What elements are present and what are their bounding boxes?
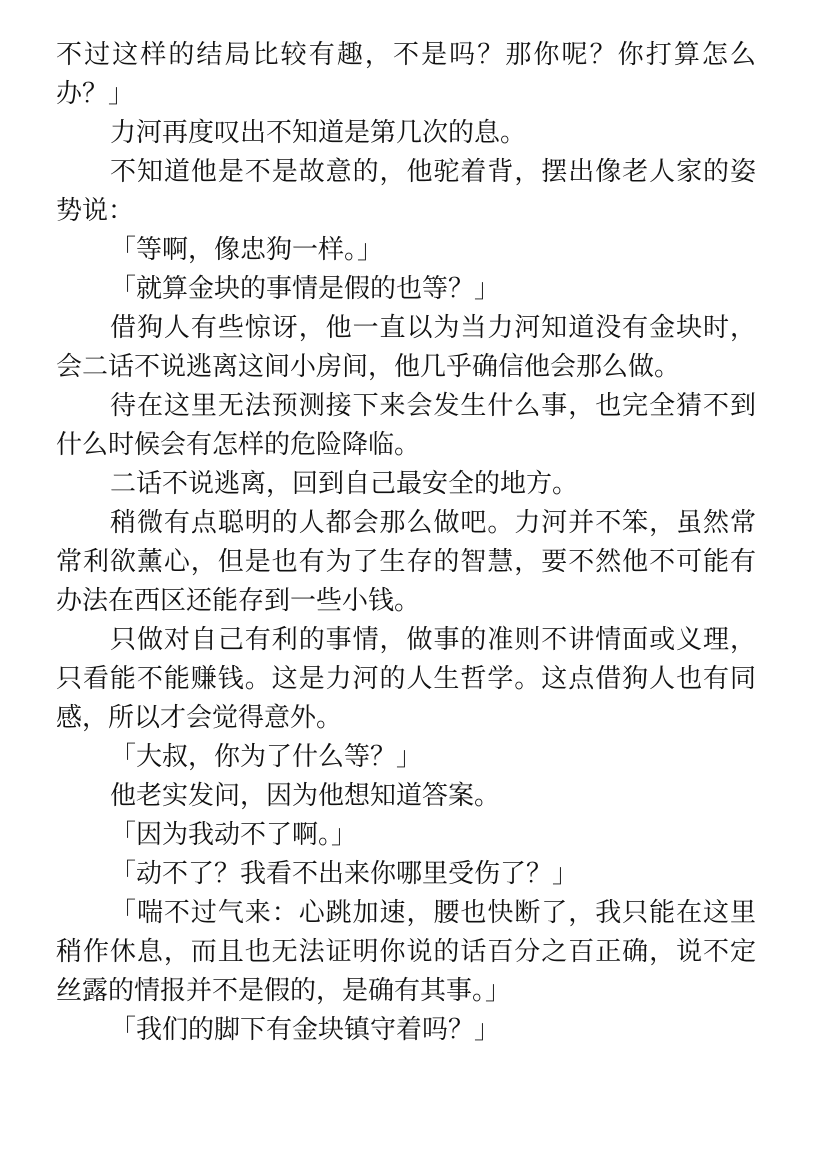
paragraph: 他老实发问，因为他想知道答案。	[110, 781, 501, 811]
paragraph: 力河再度叹出不知道是第几次的息。	[110, 118, 527, 148]
dialogue-line: 「我们的脚下有金块镇守着吗？」	[110, 1015, 501, 1045]
dialogue-line: 「大叔，你为了什么等？」	[110, 742, 423, 772]
paragraph: 借狗人有些惊讶，他一直以为当力河知道没有金块时，会二话不说逃离这间小房间，他几乎确信他会那么做。	[56, 313, 756, 382]
paragraph: 不知道他是不是故意的，他驼着背，摆出像老人家的姿势说：	[56, 157, 756, 226]
paragraph: 只做对自己有利的事情，做事的准则不讲情面或义理，只看能不能赚钱。这是力河的人生哲学。这点借狗人也有同感，所以才会觉得意外。	[56, 625, 756, 733]
dialogue-line: 「喘不过气来：心跳加速，腰也快断了，我只能在这里稍作休息，而且也无法证明你说的话百分之百正确，说不定丝露的情报并不是假的，是确有其事。」	[56, 898, 756, 1006]
paragraph: 待在这里无法预测接下来会发生什么事，也完全猜不到什么时候会有怎样的危险降临。	[56, 391, 756, 460]
paragraph-continuation: 不过这样的结局比较有趣，不是吗？那你呢？你打算怎么办？」	[56, 40, 756, 109]
dialogue-line: 「动不了？我看不出来你哪里受伤了？」	[110, 859, 579, 889]
paragraph: 稍微有点聪明的人都会那么做吧。力河并不笨，虽然常常利欲薰心，但是也有为了生存的智慧，要不然他不可能有办法在西区还能存到一些小钱。	[56, 508, 756, 616]
dialogue-line: 「就算金块的事情是假的也等？」	[110, 274, 501, 304]
dialogue-line: 「等啊，像忠狗一样。」	[110, 235, 384, 265]
document-page	[56, 36, 756, 1050]
dialogue-line: 「因为我动不了啊。」	[110, 820, 358, 850]
paragraph: 二话不说逃离，回到自己最安全的地方。	[110, 469, 579, 499]
